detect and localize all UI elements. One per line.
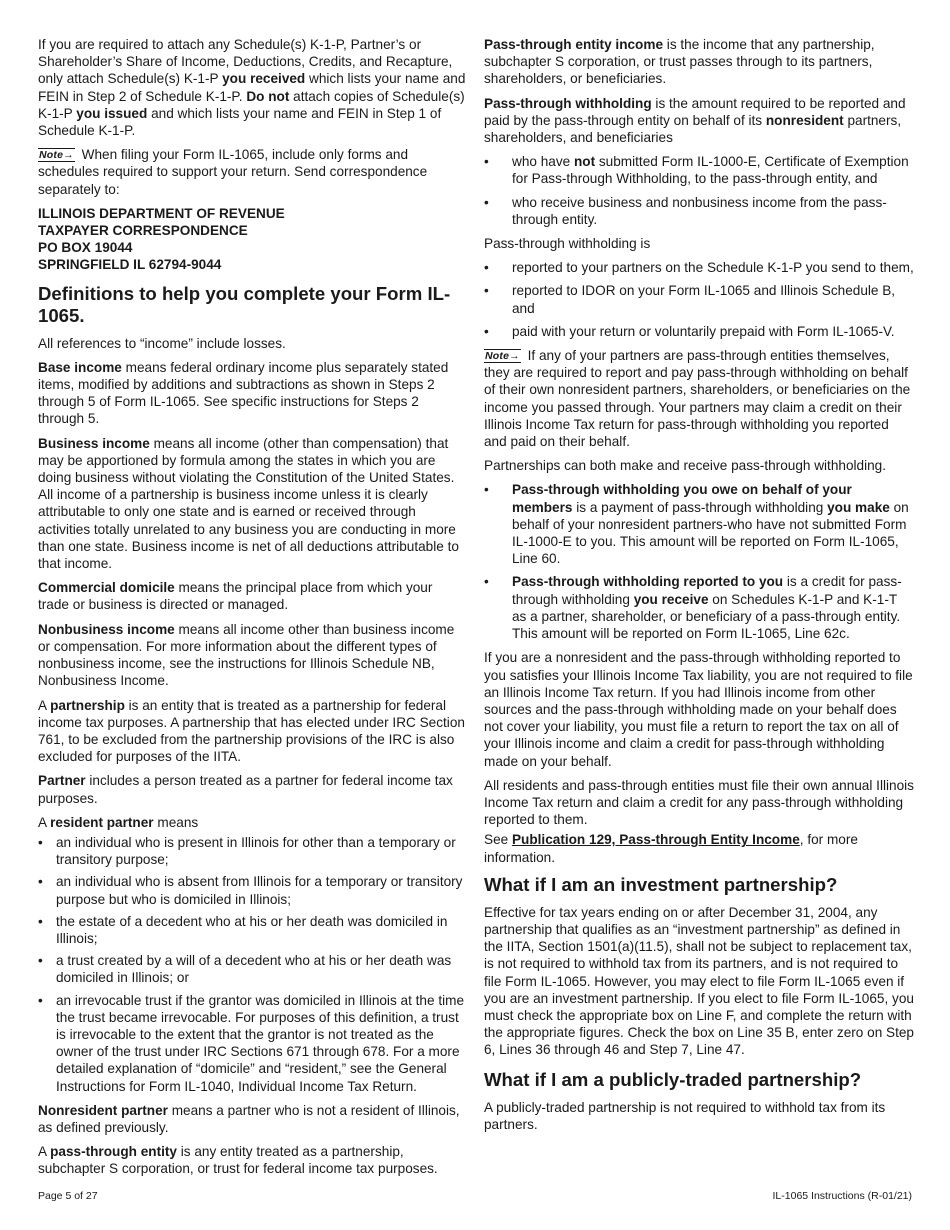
list-item: • paid with your return or voluntarily prepaid with Form IL-1065-V. (484, 323, 914, 340)
investment-partnership-paragraph: Effective for tax years ending on or after December 31, 2004, any partnership that qualifies as an “investment partnership” as defined in the IITA, Section 1501(a)(11.5), shall not be subject to replacement tax, is not required to withhold tax from its partners, and is not required to file Form IL-1065. However, you may elect to file Form IL-1065 even if you are an investment partnership. If you elect to file Form IL-1065, you must check the appropriate box on Line F, and complete the return with the appropriate figures. Check the box on Line 35 B, enter zero on Step 6, Lines 36 through 46 and Step 7, Line 47. (484, 904, 914, 1058)
withholding-types-list (484, 481, 914, 642)
pt-withholding-is-text: Pass-through withholding is (484, 236, 651, 252)
form-revision: IL-1065 Instructions (R-01/21) (772, 1190, 912, 1202)
definition-business-income: Business income means all income (other than compensation) that may be apportioned by formula among the states in which you are doing business without violating the Constitution of the United States. All income of a partnership is business income unless it is clearly attributable to only one state and is earned or received through activities totally unrelated to any business you are conducting in more than one state. Business income is net of all deductions attributable to that income. (38, 435, 459, 572)
definitions-heading: Definitions to help you complete your Form IL-1065. (38, 282, 451, 326)
definition-pte-income: Pass-through entity income is the income that any partnership, subchapter S corporation, or trust passes through to its partners, shareholders, or beneficiaries. (484, 37, 875, 87)
list-item: • reported to your partners on the Schedule K-1-P you send to them, (484, 259, 914, 276)
definition-nonbusiness-income: Nonbusiness income means all income other than business income or compensation. For more information about the different types of nonbusiness income, see the instructions for Illinois Schedule NB, Nonbusiness Income. (38, 621, 455, 689)
resident-partner-list (38, 834, 466, 1095)
right-column (484, 36, 914, 1140)
definition-pt-withholding: Pass-through withholding is the amount required to be reported and paid by the pass-through entity on behalf of its nonresident partners, shareholders, and beneficiaries (484, 95, 906, 146)
definition-base-income: Base income means federal ordinary income plus separately stated items, modified by additions and subtractions as shown in Steps 2 through 5 of Form IL-1065. See specific instructions for Steps 2 through 5. (38, 359, 449, 427)
both-text: Partnerships can both make and receive pass-through withholding. (484, 458, 887, 474)
list-item: • an irrevocable trust if the grantor was domiciled in Illinois at the time the trust became irrevocable. For purposes of this definition, a trust is irrevocable to the extent that the grantor is not treated as the owner of the trust under IRC Sections 671 through 678. For a more detailed explanation of “domicile” and “resident,” see the General Instructions for Form IL-1040, Individual Income Tax Return. (38, 992, 466, 1095)
address-line: ILLINOIS DEPARTMENT OF REVENUE (38, 205, 285, 221)
list-item: • reported to IDOR on your Form IL-1065 and Illinois Schedule B, and (484, 282, 914, 316)
definition-partnership: A partnership is an entity that is treated as a partnership for federal income tax purposes. A partnership that has elected under IRC Section 761, to be excluded from the partnership provisions of the IRC is also excluded for purposes of the IITA. (38, 697, 465, 765)
address-line: TAXPAYER CORRESPONDENCE (38, 223, 248, 239)
all-residents-paragraph: All residents and pass-through entities must file their own annual Illinois Income Tax return and claim a credit for any pass-through withholding reported to them. (484, 777, 914, 828)
list-item: • who have not submitted Form IL-1000-E, Certificate of Exemption for Pass-through Withholding, to the pass-through entity, and (484, 153, 914, 187)
publicly-traded-heading: What if I am a publicly-traded partnership? (484, 1068, 862, 1090)
list-item: • the estate of a decedent who at his or her death was domiciled in Illinois; (38, 913, 466, 947)
nonresident-paragraph: If you are a nonresident and the pass-through withholding reported to you satisfies your Illinois Income Tax liability, you are not required to file an Illinois Income Tax return. If you had Illinois income from other sources and the pass-through withholding made on your behalf does not cover your liability, you must file a return to report the tax on all of your Illinois income and claim a credit for pass-through withholding made on your behalf. (484, 650, 913, 769)
note-icon: Note→ (485, 350, 520, 363)
definition-commercial-domicile: Commercial domicile means the principal place from which your trade or business is directed or managed. (38, 580, 433, 613)
definition-resident-partner: A resident partner means (38, 814, 199, 830)
address-line: PO BOX 19044 (38, 240, 133, 256)
all-references-text: All references to “income” include losses. (38, 335, 286, 351)
pt-withholding-is-list (484, 259, 914, 340)
mailing-address (38, 205, 466, 274)
see-publication-paragraph: See Publication 129, Pass-through Entity Income, for more information. (484, 832, 858, 865)
intro-paragraph: If you are required to attach any Schedule(s) K-1-P, Partner’s or Shareholder’s Share of Income, Deductions, Credits, and Recapture, only attach Schedule(s) K-1-P you received which lists your name and FEIN in Step 2 of Schedule K-1-P. Do not attach copies of Schedule(s) K-1-P you issued and which lists your name and FEIN in Step 1 of Schedule K-1-P. (38, 37, 466, 139)
note-paragraph-2: Note→ If any of your partners are pass-through entities themselves, they are required to report and pay pass-through withholding on behalf of their own nonresident partners, shareholders, or beneficiaries on the income you passed through. Your partners may claim a credit on their Illinois Income Tax return for pass-through withholding you reported and paid on their behalf. (484, 348, 911, 450)
left-column (38, 36, 466, 1185)
list-item: • Pass-through withholding reported to you is a credit for pass-through withholding you receive on Schedules K-1-P and K-1-T as a partner, shareholder, or beneficiary of a pass-through entity. This amount will be reported on Form IL-1065, Line 62c. (484, 573, 914, 642)
list-item: • an individual who is absent from Illinois for a temporary or transitory purpose but who is domiciled in Illinois; (38, 873, 466, 907)
note-paragraph-1: Note→ When filing your Form IL-1065, include only forms and schedules required to support your return. Send correspondence separately to: (38, 147, 428, 197)
definition-partner: Partner includes a person treated as a partner for federal income tax purposes. (38, 773, 453, 806)
pt-withholding-conditions-list (484, 153, 914, 228)
investment-partnership-heading: What if I am an investment partnership? (484, 873, 838, 895)
page-number: Page 5 of 27 (38, 1190, 98, 1202)
list-item: • Pass-through withholding you owe on behalf of your members is a payment of pass-through withholding you make on behalf of your nonresident partners-who have not submitted Form IL-1000-E to you. This amount will be reported on Form IL-1065, Line 60. (484, 481, 914, 567)
definition-nonresident-partner: Nonresident partner means a partner who is not a resident of Illinois, as defined previously. (38, 1102, 460, 1135)
publicly-traded-paragraph: A publicly-traded partnership is not required to withhold tax from its partners. (484, 1099, 886, 1132)
note-icon: Note→ (39, 149, 74, 162)
list-item: • an individual who is present in Illinois for other than a temporary or transitory purpose; (38, 834, 466, 868)
publication-129-link[interactable]: Publication 129, Pass-through Entity Income (511, 832, 800, 848)
address-line: SPRINGFIELD IL 62794-9044 (38, 257, 222, 273)
definition-pass-through-entity: A pass-through entity is any entity treated as a partnership, subchapter S corporation, or trust for federal income tax purposes. (38, 1144, 438, 1177)
list-item: • who receive business and nonbusiness income from the pass-through entity. (484, 194, 914, 228)
list-item: • a trust created by a will of a decedent who at his or her death was domiciled in Illinois; or (38, 952, 466, 986)
